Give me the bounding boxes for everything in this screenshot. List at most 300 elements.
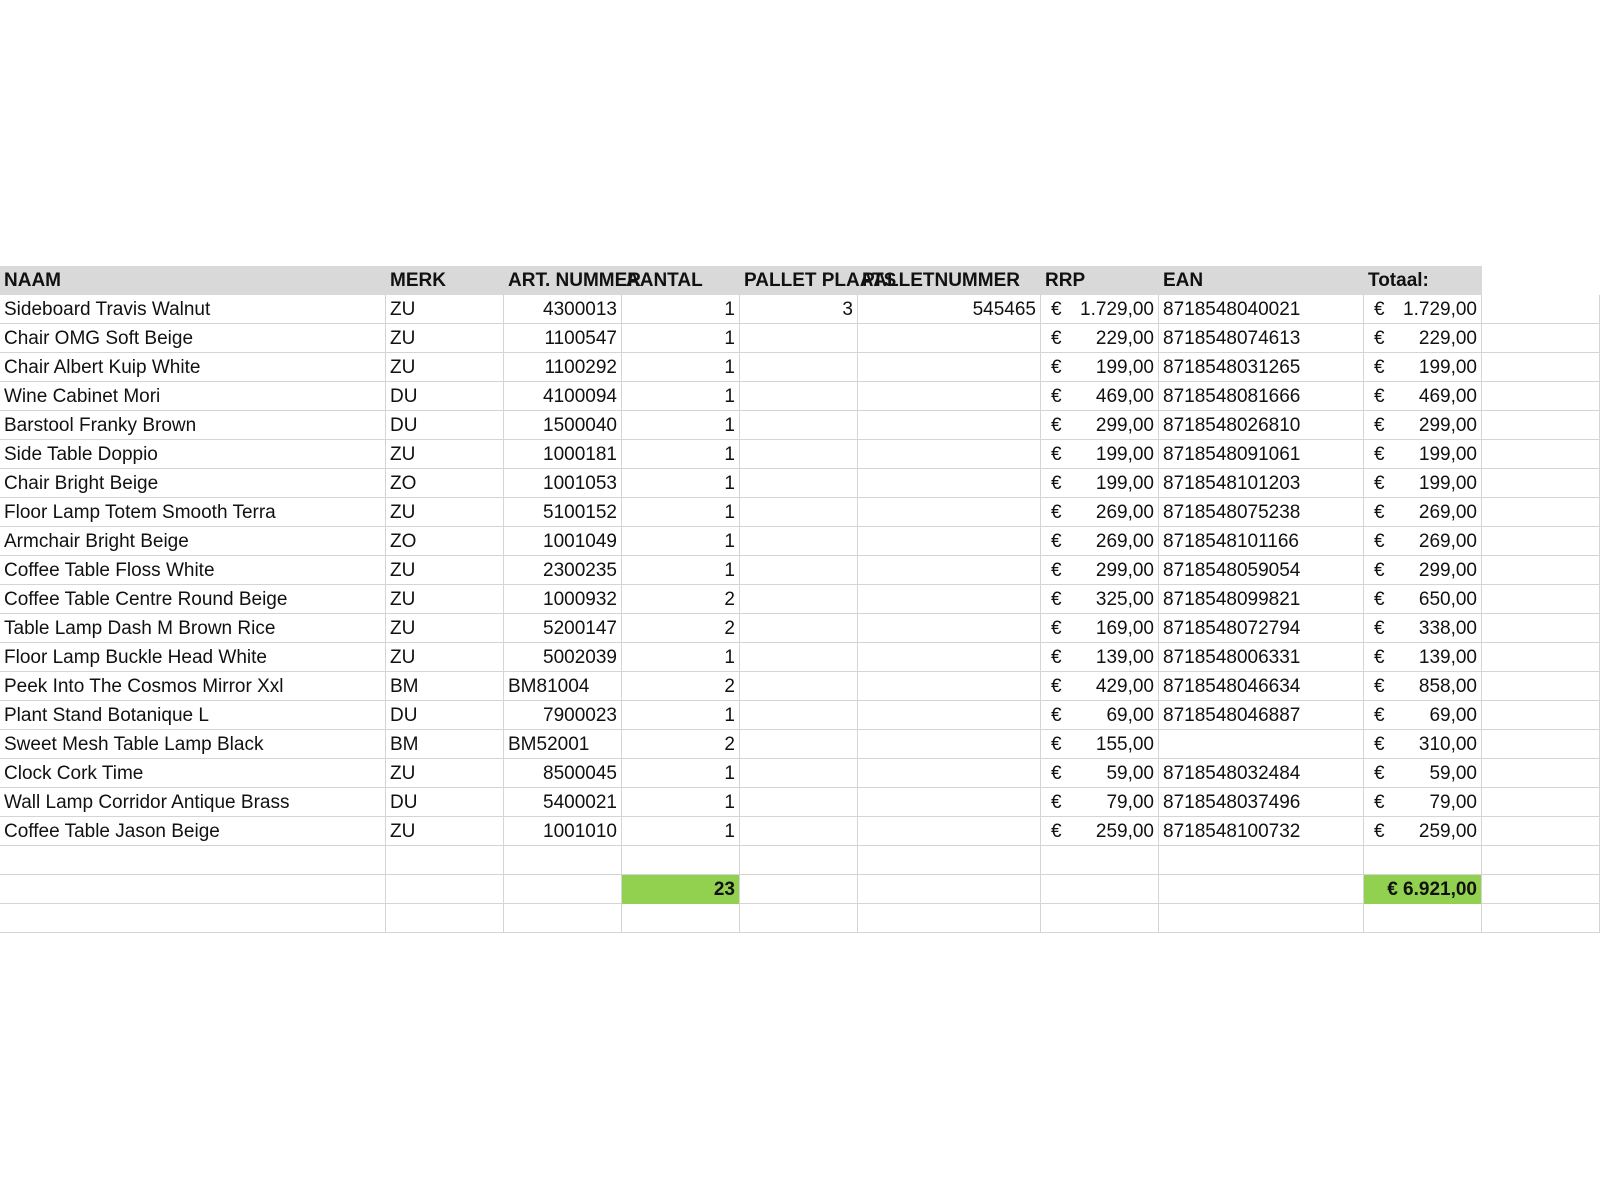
cell-aantal[interactable]: 1 (622, 701, 740, 730)
amount: 199,00 (1418, 357, 1477, 378)
cell-totaal[interactable] (1364, 353, 1482, 382)
cell-art-nummer[interactable]: 5400021 (504, 788, 622, 817)
cell-art-nummer[interactable]: 1100547 (504, 324, 622, 353)
empty-cell[interactable] (1482, 730, 1600, 759)
currency-symbol: € (1374, 473, 1385, 494)
cell-art-nummer[interactable]: BM81004 (504, 672, 622, 701)
cell-pallet-plaats[interactable] (740, 585, 858, 614)
amount: 69,00 (1429, 705, 1477, 726)
amount: 338,00 (1418, 618, 1477, 639)
header-totaal[interactable]: Totaal: (1368, 270, 1429, 291)
cell-palletnummer[interactable] (858, 585, 1041, 614)
table-row (0, 585, 1600, 614)
cell-naam[interactable]: Plant Stand Botanique L (0, 701, 386, 730)
cell-rrp[interactable] (1041, 701, 1159, 730)
cell-aantal[interactable]: 1 (622, 440, 740, 469)
cell-totaal[interactable] (1364, 295, 1482, 324)
cell-rrp[interactable] (1041, 353, 1159, 382)
currency-symbol: € (1374, 444, 1385, 465)
cell-ean[interactable]: 8718548091061 (1159, 440, 1364, 469)
cell-rrp[interactable] (1041, 295, 1159, 324)
cell-art-nummer[interactable]: 1500040 (504, 411, 622, 440)
cell-art-nummer[interactable]: BM52001 (504, 730, 622, 759)
table-row (0, 324, 1600, 353)
cell-aantal[interactable]: 1 (622, 411, 740, 440)
amount: 199,00 (1095, 444, 1154, 465)
cell-aantal[interactable]: 1 (622, 382, 740, 411)
cell-merk[interactable]: ZU (386, 759, 504, 788)
cell-palletnummer[interactable] (858, 701, 1041, 730)
cell-ean[interactable]: 8718548074613 (1159, 324, 1364, 353)
cell-palletnummer[interactable] (858, 353, 1041, 382)
amount: 229,00 (1418, 328, 1477, 349)
cell-pallet-plaats[interactable]: 3 (740, 295, 858, 324)
cell-pallet-plaats[interactable] (740, 324, 858, 353)
cell-ean[interactable]: 8718548059054 (1159, 556, 1364, 585)
cell-ean[interactable]: 8718548046634 (1159, 672, 1364, 701)
table-row (0, 701, 1600, 730)
cell-totaal[interactable] (1364, 556, 1482, 585)
currency-symbol: € (1051, 589, 1062, 610)
cell-naam[interactable]: Clock Cork Time (0, 759, 386, 788)
cell-ean[interactable]: 8718548072794 (1159, 614, 1364, 643)
cell-art-nummer[interactable]: 4100094 (504, 382, 622, 411)
spreadsheet (0, 266, 1600, 933)
cell-palletnummer[interactable] (858, 527, 1041, 556)
empty-cell[interactable] (1159, 904, 1364, 933)
currency-symbol: € (1374, 647, 1385, 668)
empty-cell[interactable] (504, 904, 622, 933)
amount: 858,00 (1418, 676, 1477, 697)
currency-symbol: € (1374, 328, 1385, 349)
cell-aantal[interactable]: 2 (622, 730, 740, 759)
table-row (0, 498, 1600, 527)
cell-palletnummer[interactable] (858, 411, 1041, 440)
empty-cell[interactable] (1482, 527, 1600, 556)
currency-symbol: € (1374, 589, 1385, 610)
currency-symbol: € (1051, 821, 1062, 842)
amount: 59,00 (1106, 763, 1154, 784)
cell-palletnummer[interactable] (858, 498, 1041, 527)
empty-cell[interactable] (0, 846, 386, 875)
amount: 1.729,00 (1080, 299, 1154, 320)
cell-art-nummer[interactable]: 1001053 (504, 469, 622, 498)
cell-totaal[interactable] (1364, 643, 1482, 672)
table-row (0, 817, 1600, 846)
cell-totaal[interactable] (1364, 498, 1482, 527)
empty-cell[interactable] (1482, 875, 1600, 904)
cell-aantal[interactable]: 2 (622, 585, 740, 614)
amount: 59,00 (1429, 763, 1477, 784)
amount: 79,00 (1429, 792, 1477, 813)
empty-cell[interactable] (858, 846, 1041, 875)
amount: 139,00 (1418, 647, 1477, 668)
empty-cell[interactable] (1482, 904, 1600, 933)
header-merk[interactable]: MERK (390, 270, 446, 291)
cell-palletnummer[interactable] (858, 614, 1041, 643)
cell-totaal[interactable] (1364, 324, 1482, 353)
header-ean[interactable]: EAN (1163, 270, 1204, 291)
empty-cell[interactable] (0, 904, 386, 933)
cell-aantal[interactable]: 1 (622, 498, 740, 527)
cell-ean[interactable]: 8718548075238 (1159, 498, 1364, 527)
empty-cell[interactable] (1364, 846, 1482, 875)
cell-rrp[interactable] (1041, 411, 1159, 440)
cell-pallet-plaats[interactable] (740, 556, 858, 585)
empty-cell[interactable] (0, 875, 386, 904)
cell-naam[interactable]: Wall Lamp Corridor Antique Brass (0, 788, 386, 817)
cell-rrp[interactable] (1041, 527, 1159, 556)
currency-symbol: € (1051, 734, 1062, 755)
empty-cell[interactable] (1482, 498, 1600, 527)
cell-rrp[interactable] (1041, 498, 1159, 527)
amount: 299,00 (1095, 560, 1154, 581)
cell-rrp[interactable] (1041, 643, 1159, 672)
cell-ean[interactable]: 8718548031265 (1159, 353, 1364, 382)
amount: 199,00 (1418, 473, 1477, 494)
currency-symbol: € (1051, 676, 1062, 697)
cell-aantal[interactable]: 1 (622, 788, 740, 817)
table-row (0, 759, 1600, 788)
table-row (0, 643, 1600, 672)
cell-rrp[interactable] (1041, 585, 1159, 614)
cell-aantal[interactable]: 2 (622, 614, 740, 643)
cell-naam[interactable]: Chair Albert Kuip White (0, 353, 386, 382)
table-body (0, 295, 1600, 846)
cell-palletnummer[interactable] (858, 440, 1041, 469)
empty-cell[interactable] (1482, 817, 1600, 846)
empty-cell[interactable] (1482, 411, 1600, 440)
empty-cell[interactable] (1482, 585, 1600, 614)
currency-symbol: € (1374, 763, 1385, 784)
empty-cell[interactable] (1041, 875, 1159, 904)
cell-palletnummer[interactable] (858, 759, 1041, 788)
total-totaal-cell[interactable]: € 6.921,00 (1364, 875, 1482, 904)
empty-cell[interactable] (622, 904, 740, 933)
amount: 199,00 (1095, 473, 1154, 494)
empty-cell[interactable] (740, 875, 858, 904)
cell-rrp[interactable] (1041, 759, 1159, 788)
cell-rrp[interactable] (1041, 788, 1159, 817)
cell-totaal[interactable] (1364, 614, 1482, 643)
table-row (0, 672, 1600, 701)
cell-pallet-plaats[interactable] (740, 701, 858, 730)
cell-merk[interactable]: ZU (386, 295, 504, 324)
cell-ean[interactable]: 8718548101166 (1159, 527, 1364, 556)
cell-pallet-plaats[interactable] (740, 440, 858, 469)
amount: 310,00 (1418, 734, 1477, 755)
amount: 199,00 (1418, 444, 1477, 465)
currency-symbol: € (1051, 618, 1062, 639)
cell-merk[interactable]: DU (386, 411, 504, 440)
empty-cell[interactable] (1482, 759, 1600, 788)
cell-pallet-plaats[interactable] (740, 411, 858, 440)
cell-naam[interactable]: Coffee Table Centre Round Beige (0, 585, 386, 614)
totals-row (0, 875, 1600, 904)
header-naam[interactable]: NAAM (4, 270, 61, 291)
cell-art-nummer[interactable]: 1100292 (504, 353, 622, 382)
empty-cell[interactable] (1482, 672, 1600, 701)
cell-merk[interactable]: ZU (386, 614, 504, 643)
cell-art-nummer[interactable]: 8500045 (504, 759, 622, 788)
empty-cell[interactable] (858, 904, 1041, 933)
cell-ean[interactable]: 8718548037496 (1159, 788, 1364, 817)
cell-art-nummer[interactable]: 1000932 (504, 585, 622, 614)
empty-cell[interactable] (504, 875, 622, 904)
cell-naam[interactable]: Armchair Bright Beige (0, 527, 386, 556)
cell-rrp[interactable] (1041, 324, 1159, 353)
cell-aantal[interactable]: 1 (622, 556, 740, 585)
currency-symbol: € (1051, 328, 1062, 349)
empty-cell[interactable] (1482, 324, 1600, 353)
currency-symbol: € (1374, 357, 1385, 378)
cell-merk[interactable]: BM (386, 672, 504, 701)
empty-cell[interactable] (1482, 701, 1600, 730)
cell-naam[interactable]: Coffee Table Jason Beige (0, 817, 386, 846)
cell-naam[interactable]: Peek Into The Cosmos Mirror Xxl (0, 672, 386, 701)
cell-art-nummer[interactable]: 1000181 (504, 440, 622, 469)
empty-cell[interactable] (386, 846, 504, 875)
cell-palletnummer[interactable] (858, 730, 1041, 759)
currency-symbol: € (1374, 299, 1385, 320)
cell-naam[interactable]: Side Table Doppio (0, 440, 386, 469)
cell-palletnummer[interactable] (858, 672, 1041, 701)
currency-symbol: € (1374, 821, 1385, 842)
amount: 325,00 (1095, 589, 1154, 610)
cell-art-nummer[interactable]: 7900023 (504, 701, 622, 730)
cell-ean[interactable]: 8718548032484 (1159, 759, 1364, 788)
cell-pallet-plaats[interactable] (740, 498, 858, 527)
amount: 259,00 (1095, 821, 1154, 842)
cell-palletnummer[interactable] (858, 643, 1041, 672)
cell-merk[interactable]: ZO (386, 469, 504, 498)
cell-merk[interactable]: ZU (386, 556, 504, 585)
cell-ean[interactable]: 8718548046887 (1159, 701, 1364, 730)
cell-naam[interactable]: Sideboard Travis Walnut (0, 295, 386, 324)
header-pallet-plaats[interactable]: PALLET PLAATS (744, 270, 897, 291)
cell-merk[interactable]: ZU (386, 324, 504, 353)
cell-merk[interactable]: ZU (386, 353, 504, 382)
cell-ean[interactable]: 8718548026810 (1159, 411, 1364, 440)
empty-cell[interactable] (622, 846, 740, 875)
header-palletnummer[interactable]: PALLETNUMMER (862, 270, 1020, 291)
cell-pallet-plaats[interactable] (740, 759, 858, 788)
currency-symbol: € (1374, 705, 1385, 726)
cell-merk[interactable]: ZU (386, 498, 504, 527)
cell-art-nummer[interactable]: 1001010 (504, 817, 622, 846)
amount: 1.729,00 (1403, 299, 1477, 320)
empty-cell[interactable] (1482, 556, 1600, 585)
cell-ean[interactable]: 8718548100732 (1159, 817, 1364, 846)
amount: 79,00 (1106, 792, 1154, 813)
cell-totaal[interactable] (1364, 440, 1482, 469)
cell-aantal[interactable]: 1 (622, 759, 740, 788)
cell-naam[interactable]: Floor Lamp Buckle Head White (0, 643, 386, 672)
cell-art-nummer[interactable]: 2300235 (504, 556, 622, 585)
cell-merk[interactable]: DU (386, 701, 504, 730)
cell-palletnummer[interactable] (858, 817, 1041, 846)
empty-row (0, 846, 1600, 875)
cell-merk[interactable]: DU (386, 382, 504, 411)
amount: 199,00 (1095, 357, 1154, 378)
empty-cell[interactable] (1482, 353, 1600, 382)
cell-art-nummer[interactable]: 5100152 (504, 498, 622, 527)
cell-aantal[interactable]: 1 (622, 295, 740, 324)
empty-cell[interactable] (1482, 295, 1600, 324)
cell-ean[interactable] (1159, 730, 1364, 759)
header-art-nummer[interactable]: ART. NUMMER (508, 270, 641, 291)
cell-ean[interactable]: 8718548081666 (1159, 382, 1364, 411)
cell-ean[interactable]: 8718548006331 (1159, 643, 1364, 672)
cell-merk[interactable]: ZU (386, 817, 504, 846)
empty-cell[interactable] (1482, 469, 1600, 498)
empty-cell[interactable] (1159, 875, 1364, 904)
empty-cell[interactable] (1482, 382, 1600, 411)
cell-pallet-plaats[interactable] (740, 672, 858, 701)
cell-palletnummer[interactable] (858, 788, 1041, 817)
cell-rrp[interactable] (1041, 382, 1159, 411)
empty-cell[interactable] (504, 846, 622, 875)
empty-cell[interactable] (1482, 440, 1600, 469)
cell-naam[interactable]: Table Lamp Dash M Brown Rice (0, 614, 386, 643)
cell-totaal[interactable] (1364, 730, 1482, 759)
empty-cell[interactable] (1482, 846, 1600, 875)
cell-aantal[interactable]: 1 (622, 469, 740, 498)
cell-palletnummer[interactable] (858, 556, 1041, 585)
cell-art-nummer[interactable]: 5200147 (504, 614, 622, 643)
amount: 139,00 (1095, 647, 1154, 668)
empty-cell[interactable] (1482, 266, 1600, 295)
cell-merk[interactable]: ZU (386, 585, 504, 614)
cell-naam[interactable]: Floor Lamp Totem Smooth Terra (0, 498, 386, 527)
table-row (0, 440, 1600, 469)
cell-palletnummer[interactable]: 545465 (858, 295, 1041, 324)
cell-pallet-plaats[interactable] (740, 469, 858, 498)
cell-palletnummer[interactable] (858, 469, 1041, 498)
empty-cell[interactable] (1041, 904, 1159, 933)
table-row (0, 353, 1600, 382)
table-row (0, 788, 1600, 817)
cell-aantal[interactable]: 1 (622, 817, 740, 846)
cell-pallet-plaats[interactable] (740, 527, 858, 556)
currency-symbol: € (1374, 531, 1385, 552)
cell-merk[interactable]: DU (386, 788, 504, 817)
empty-cell[interactable] (858, 875, 1041, 904)
amount: 269,00 (1418, 502, 1477, 523)
total-aantal-cell[interactable]: 23 (622, 875, 740, 904)
cell-totaal[interactable] (1364, 788, 1482, 817)
cell-totaal[interactable] (1364, 817, 1482, 846)
cell-merk[interactable]: ZU (386, 440, 504, 469)
cell-pallet-plaats[interactable] (740, 788, 858, 817)
empty-cell[interactable] (1041, 846, 1159, 875)
empty-cell[interactable] (1482, 614, 1600, 643)
empty-cell[interactable] (740, 904, 858, 933)
currency-symbol: € (1051, 444, 1062, 465)
cell-aantal[interactable]: 1 (622, 324, 740, 353)
cell-rrp[interactable] (1041, 469, 1159, 498)
cell-naam[interactable]: Sweet Mesh Table Lamp Black (0, 730, 386, 759)
empty-cell[interactable] (1482, 643, 1600, 672)
cell-ean[interactable]: 8718548101203 (1159, 469, 1364, 498)
currency-symbol: € (1374, 502, 1385, 523)
cell-naam[interactable]: Chair OMG Soft Beige (0, 324, 386, 353)
cell-ean[interactable]: 8718548040021 (1159, 295, 1364, 324)
currency-symbol: € (1051, 357, 1062, 378)
cell-totaal[interactable] (1364, 411, 1482, 440)
empty-cell[interactable] (740, 846, 858, 875)
cell-rrp[interactable] (1041, 440, 1159, 469)
empty-cell[interactable] (386, 875, 504, 904)
amount: 169,00 (1095, 618, 1154, 639)
empty-cell[interactable] (1364, 904, 1482, 933)
amount: 469,00 (1095, 386, 1154, 407)
amount: 259,00 (1418, 821, 1477, 842)
cell-totaal[interactable] (1364, 382, 1482, 411)
cell-art-nummer[interactable]: 4300013 (504, 295, 622, 324)
cell-pallet-plaats[interactable] (740, 817, 858, 846)
table-row (0, 411, 1600, 440)
currency-symbol: € (1051, 415, 1062, 436)
empty-cell[interactable] (386, 904, 504, 933)
header-row (0, 266, 1600, 295)
cell-naam[interactable]: Wine Cabinet Mori (0, 382, 386, 411)
empty-cell[interactable] (1159, 846, 1364, 875)
cell-merk[interactable]: BM (386, 730, 504, 759)
cell-totaal[interactable] (1364, 585, 1482, 614)
cell-pallet-plaats[interactable] (740, 382, 858, 411)
cell-rrp[interactable] (1041, 672, 1159, 701)
cell-totaal[interactable] (1364, 701, 1482, 730)
cell-aantal[interactable]: 2 (622, 672, 740, 701)
cell-art-nummer[interactable]: 1001049 (504, 527, 622, 556)
cell-totaal[interactable] (1364, 527, 1482, 556)
cell-aantal[interactable]: 1 (622, 527, 740, 556)
cell-palletnummer[interactable] (858, 382, 1041, 411)
empty-cell[interactable] (1482, 788, 1600, 817)
currency-symbol: € (1374, 676, 1385, 697)
cell-totaal[interactable] (1364, 672, 1482, 701)
header-rrp[interactable]: RRP (1045, 270, 1086, 291)
header-aantal[interactable]: AANTAL (626, 270, 703, 291)
cell-naam[interactable]: Barstool Franky Brown (0, 411, 386, 440)
amount: 269,00 (1418, 531, 1477, 552)
currency-symbol: € (1374, 415, 1385, 436)
cell-pallet-plaats[interactable] (740, 614, 858, 643)
table-row (0, 614, 1600, 643)
currency-symbol: € (1051, 502, 1062, 523)
cell-aantal[interactable]: 1 (622, 643, 740, 672)
cell-rrp[interactable] (1041, 614, 1159, 643)
cell-pallet-plaats[interactable] (740, 730, 858, 759)
cell-merk[interactable]: ZU (386, 643, 504, 672)
cell-rrp[interactable] (1041, 817, 1159, 846)
cell-palletnummer[interactable] (858, 324, 1041, 353)
cell-pallet-plaats[interactable] (740, 353, 858, 382)
cell-pallet-plaats[interactable] (740, 643, 858, 672)
cell-totaal[interactable] (1364, 469, 1482, 498)
cell-art-nummer[interactable]: 5002039 (504, 643, 622, 672)
cell-naam[interactable]: Coffee Table Floss White (0, 556, 386, 585)
cell-rrp[interactable] (1041, 730, 1159, 759)
cell-aantal[interactable]: 1 (622, 353, 740, 382)
cell-merk[interactable]: ZO (386, 527, 504, 556)
cell-totaal[interactable] (1364, 759, 1482, 788)
cell-ean[interactable]: 8718548099821 (1159, 585, 1364, 614)
cell-naam[interactable]: Chair Bright Beige (0, 469, 386, 498)
cell-rrp[interactable] (1041, 556, 1159, 585)
table-row (0, 730, 1600, 759)
